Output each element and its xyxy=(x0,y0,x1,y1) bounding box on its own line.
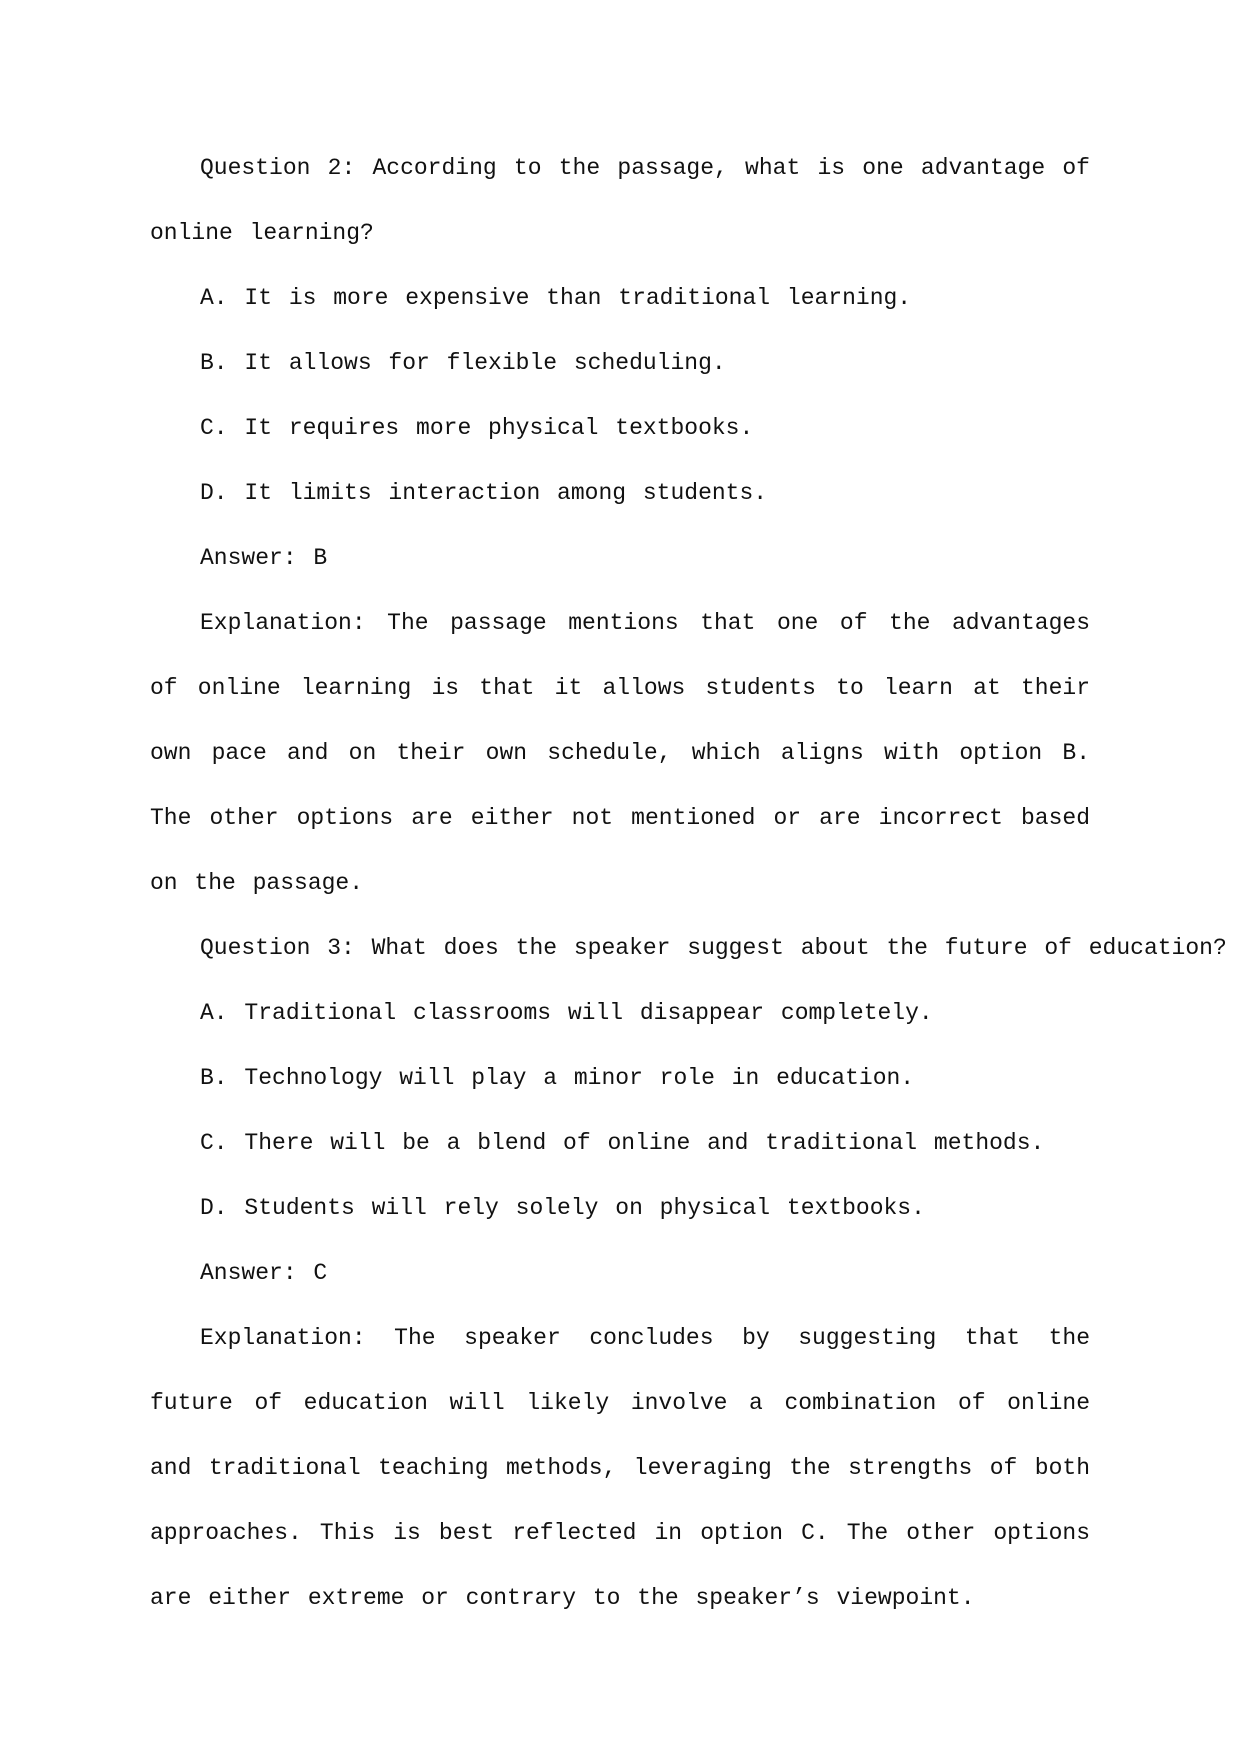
q2-answer: Answer: B xyxy=(200,545,328,571)
q3-answer: Answer: C xyxy=(200,1260,328,1286)
q3-option-a: A. Traditional classrooms will disappear completely. xyxy=(200,1000,933,1026)
q3-option-d: D. Students will rely solely on physical textbooks. xyxy=(200,1195,925,1221)
q3-explanation: Explanation: The speaker concludes by suggesting that the future of education will likely involve a combination of online and traditional teaching methods, leveraging the strengths of both approaches. This is best reflected in option C. The other options are either extreme or contrary to the speaker’s viewpoint. xyxy=(150,1325,1090,1611)
q3-option-b: B. Technology will play a minor role in education. xyxy=(200,1065,915,1091)
q2-option-a: A. It is more expensive than traditional learning. xyxy=(200,285,912,311)
q2-option-d: D. It limits interaction among students. xyxy=(200,480,768,506)
q2-option-b: B. It allows for flexible scheduling. xyxy=(200,350,726,376)
q2-explanation: Explanation: The passage mentions that one of the advantages of online learning is that it allows students to learn at their own pace and on their own schedule, which aligns with option B. The other options are either not mentioned or are incorrect based on the passage. xyxy=(150,610,1090,896)
document-page xyxy=(150,136,1227,1631)
q3-option-c: C. There will be a blend of online and traditional methods. xyxy=(200,1130,1045,1156)
q2-option-c: C. It requires more physical textbooks. xyxy=(200,415,754,441)
question-3-text: Question 3: What does the speaker suggest about the future of education? xyxy=(200,935,1227,961)
question-2-text: Question 2: According to the passage, what is one advantage of online learning? xyxy=(150,155,1090,246)
